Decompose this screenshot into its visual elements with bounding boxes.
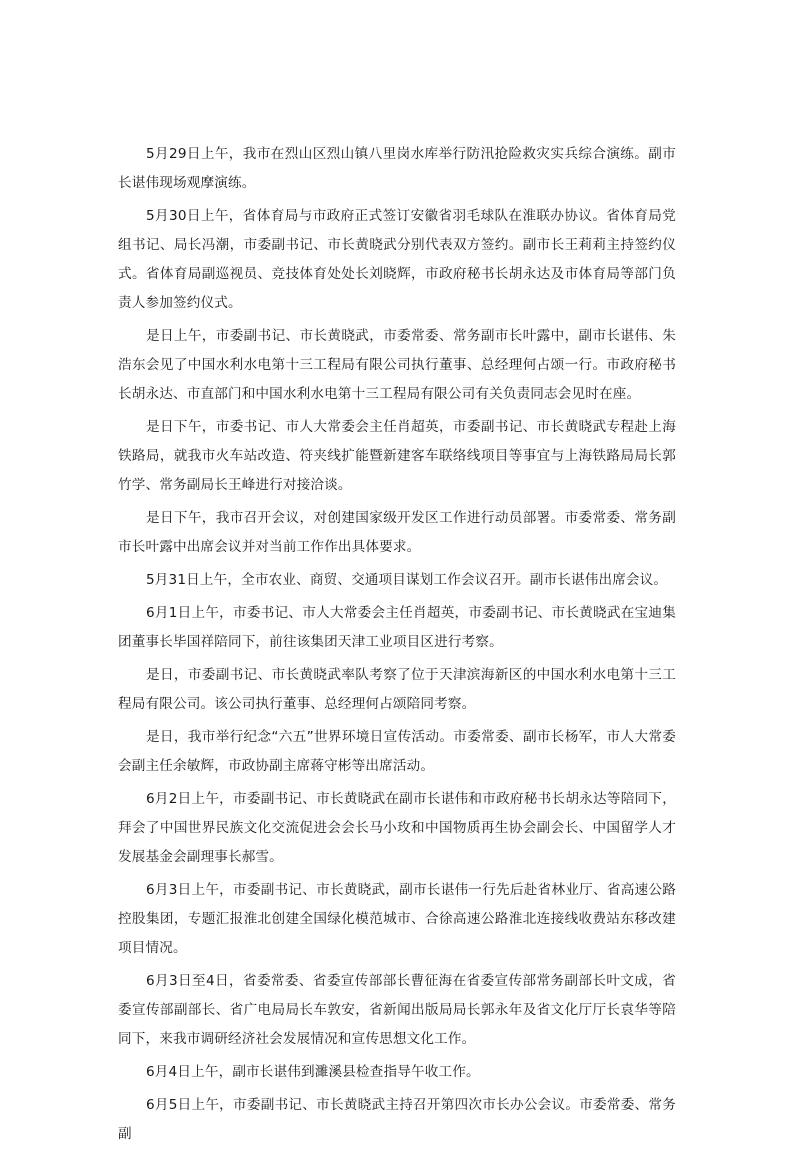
paragraph-0605-mayor-meeting: 6月5日上午，市委副书记、市长黄晓武主持召开第四次市长办公会议。市委常委、常务副: [118, 1097, 676, 1142]
document-body: [118, 140, 676, 1153]
paragraph-0529-drill: 5月29日上午，我市在烈山区烈山镇八里岗水库举行防汛抢险救灾实兵综合演练。副市长谌伟现场观摩演练。: [118, 146, 676, 191]
paragraph-0603-report: 6月3日上午，市委副书记、市长黄晓武，副市长谌伟一行先后赴省林业厅、省高速公路控股集团，专题汇报淮北创建全国绿化模范城市、合徐高速公路淮北连接线收费站东移改建项目情况。: [118, 882, 676, 956]
paragraph-0530-badminton: 5月30日上午，省体育局与市政府正式签订安徽省羽毛球队在淮联办协议。省体育局党组书记、局长冯潮，市委副书记、市长黄晓武分别代表双方签约。副市长王莉莉主持签约仪式。省体育局副巡视员、竞技体育处处长刘晓辉，市政府秘书长胡永达及市体育局等部门负责人参加签约仪式。: [118, 208, 676, 311]
paragraph-0603-research: 6月3日至4日，省委常委、省委宣传部部长曹征海在省委宣传部常务副部长叶文成，省委宣传部副部长、省广电局局长车敦安，省新闻出版局局长郭永年及省文化厅厅长袁华等陪同下，来我市调研经济社会发展情况和宣传思想文化工作。: [118, 973, 676, 1047]
paragraph-0530-devzone: 是日下午，我市召开会议，对创建国家级开发区工作进行动员部署。市委常委、常务副市长叶露中出席会议并对当前工作作出具体要求。: [118, 510, 676, 555]
paragraph-0530-meeting: 是日上午，市委副书记、市长黄晓武，市委常委、常务副市长叶露中，副市长谌伟、朱浩东会见了中国水利水电第十三工程局有限公司执行董事、总经理何占颂一行。市政府秘书长胡永达、市直部门和中国水利水电第十三工程局有限公司有关负责同志会见时在座。: [118, 328, 676, 402]
paragraph-0602-visit: 6月2日上午，市委副书记、市长黄晓武在副市长谌伟和市政府秘书长胡永达等陪同下，拜会了中国世界民族文化交流促进会会长马小玫和中国物质再生协会副会长、中国留学人才发展基金会副理事长郝雪。: [118, 791, 676, 865]
paragraph-0604-harvest: 6月4日上午，副市长谌伟到濉溪县检查指导午收工作。: [146, 1064, 480, 1080]
paragraph-0601-inspection: 是日，市委副书记、市长黄晓武率队考察了位于天津滨海新区的中国水利水电第十三工程局有限公司。该公司执行董事、总经理何占颂陪同考察。: [118, 667, 676, 712]
paragraph-0530-railway: 是日下午，市委书记、市人大常委会主任肖超英，市委副书记、市长黄晓武专程赴上海铁路局，就我市火车站改造、符夹线扩能暨新建客车联络线项目等事宜与上海铁路局局长郭竹学、常务副局长王峰进行对接洽谈。: [118, 419, 676, 493]
paragraph-0601-environment-day: 是日，我市举行纪念“六五”世界环境日宣传活动。市委常委、副市长杨军，市人大常委会副主任余敏辉，市政协副主席蒋守彬等出席活动。: [118, 729, 676, 774]
paragraph-0531-projects: 5月31日上午，全市农业、商贸、交通项目谋划工作会议召开。副市长谌伟出席会议。: [146, 572, 668, 588]
paragraph-0601-tianjin: 6月1日上午，市委书记、市人大常委会主任肖超英，市委副书记、市长黄晓武在宝迪集团董事长毕国祥陪同下，前往该集团天津工业项目区进行考察。: [118, 605, 676, 650]
